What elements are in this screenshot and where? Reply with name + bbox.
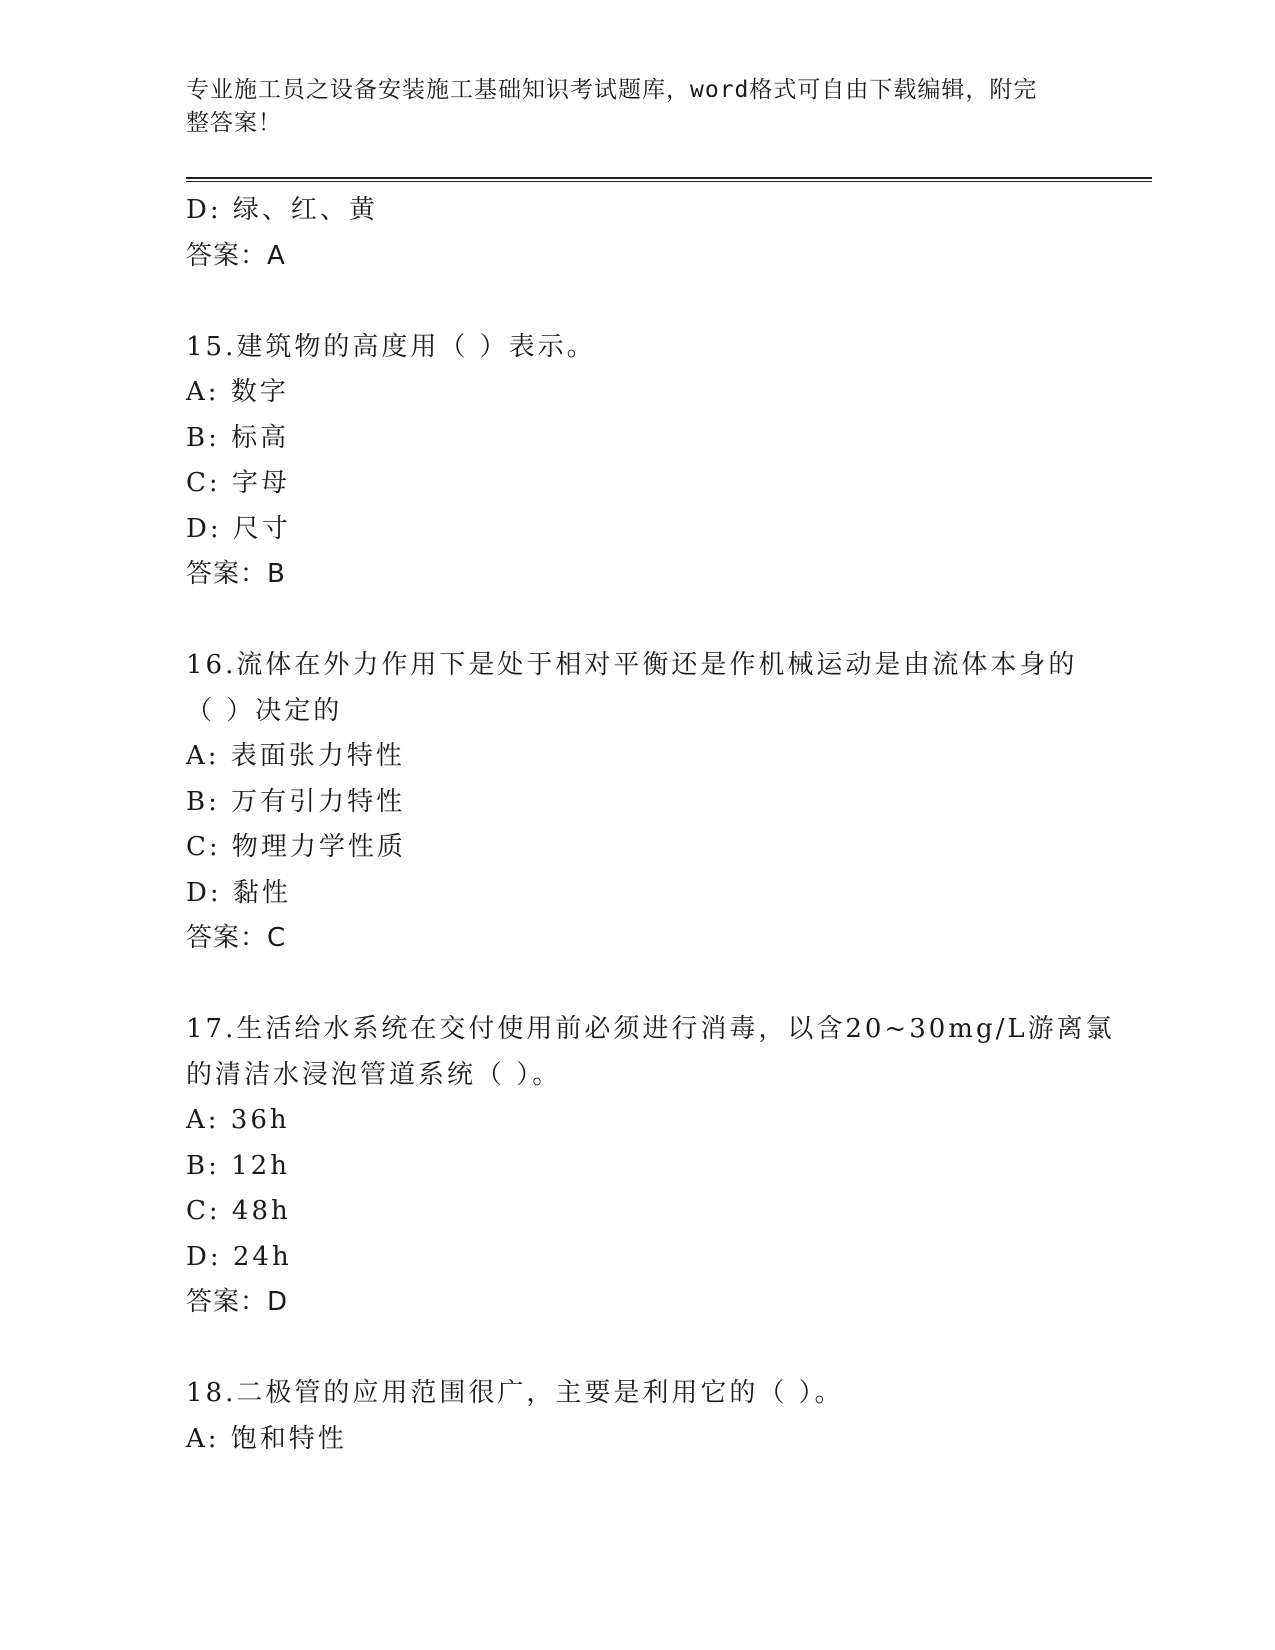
option-d: D: 24h xyxy=(186,1241,292,1272)
question-stem-line-1: 17.生活给水系统在交付使用前必须进行消毒，以含20~30mg/L游离氯 xyxy=(186,1014,1115,1044)
option-a: A: 饱和特性 xyxy=(186,1423,347,1454)
option-d: D: 黏性 xyxy=(186,877,291,908)
option-a: A: 数字 xyxy=(186,377,289,407)
header-line-2: 整答案！ xyxy=(186,110,282,136)
option-c: C: 48h xyxy=(186,1196,291,1226)
option-c: C: 物理力学性质 xyxy=(186,832,406,862)
header-rule-thin xyxy=(186,181,1152,182)
answer: 答案：C xyxy=(186,923,287,953)
answer: 答案：B xyxy=(186,559,286,589)
option-d: D: 尺寸 xyxy=(186,513,291,544)
answer: 答案：D xyxy=(186,1287,289,1317)
option-b: B: 万有引力特性 xyxy=(186,786,406,817)
spacer xyxy=(186,279,1086,325)
question-stem-line-2: （ ）决定的 xyxy=(186,695,343,726)
question-stem: 15.建筑物的高度用（ ）表示。 xyxy=(186,331,596,362)
answer: 答案：A xyxy=(186,240,286,271)
option-a: A: 36h xyxy=(186,1105,290,1135)
option-c: C: 字母 xyxy=(186,468,290,498)
question-18 xyxy=(186,1371,1086,1462)
document-header xyxy=(186,74,1076,140)
question-stem-line-2: 的清洁水浸泡管道系统（ ）。 xyxy=(186,1059,562,1090)
spacer xyxy=(186,962,1086,1008)
header-line-1: 专业施工员之设备安装施工基础知识考试题库，word格式可自由下载编辑，附完 xyxy=(186,77,1038,103)
option-b: B: 标高 xyxy=(186,422,290,453)
option-d: D: 绿、红、黄 xyxy=(186,195,378,225)
option-b: B: 12h xyxy=(186,1150,290,1181)
question-17 xyxy=(186,1007,1115,1326)
option-a: A: 表面张力特性 xyxy=(186,741,405,771)
spacer xyxy=(186,1326,1086,1372)
question-list xyxy=(186,188,1115,1462)
question-stem-line-1: 16.流体在外力作用下是处于相对平衡还是作机械运动是由流体本身的 xyxy=(186,650,1078,680)
question-16 xyxy=(186,643,1086,962)
header-rule-thick xyxy=(186,177,1152,179)
spacer xyxy=(186,598,1086,644)
question-stem: 18.二极管的应用范围很广，主要是利用它的（ ）。 xyxy=(186,1378,844,1408)
question-15 xyxy=(186,325,1086,598)
